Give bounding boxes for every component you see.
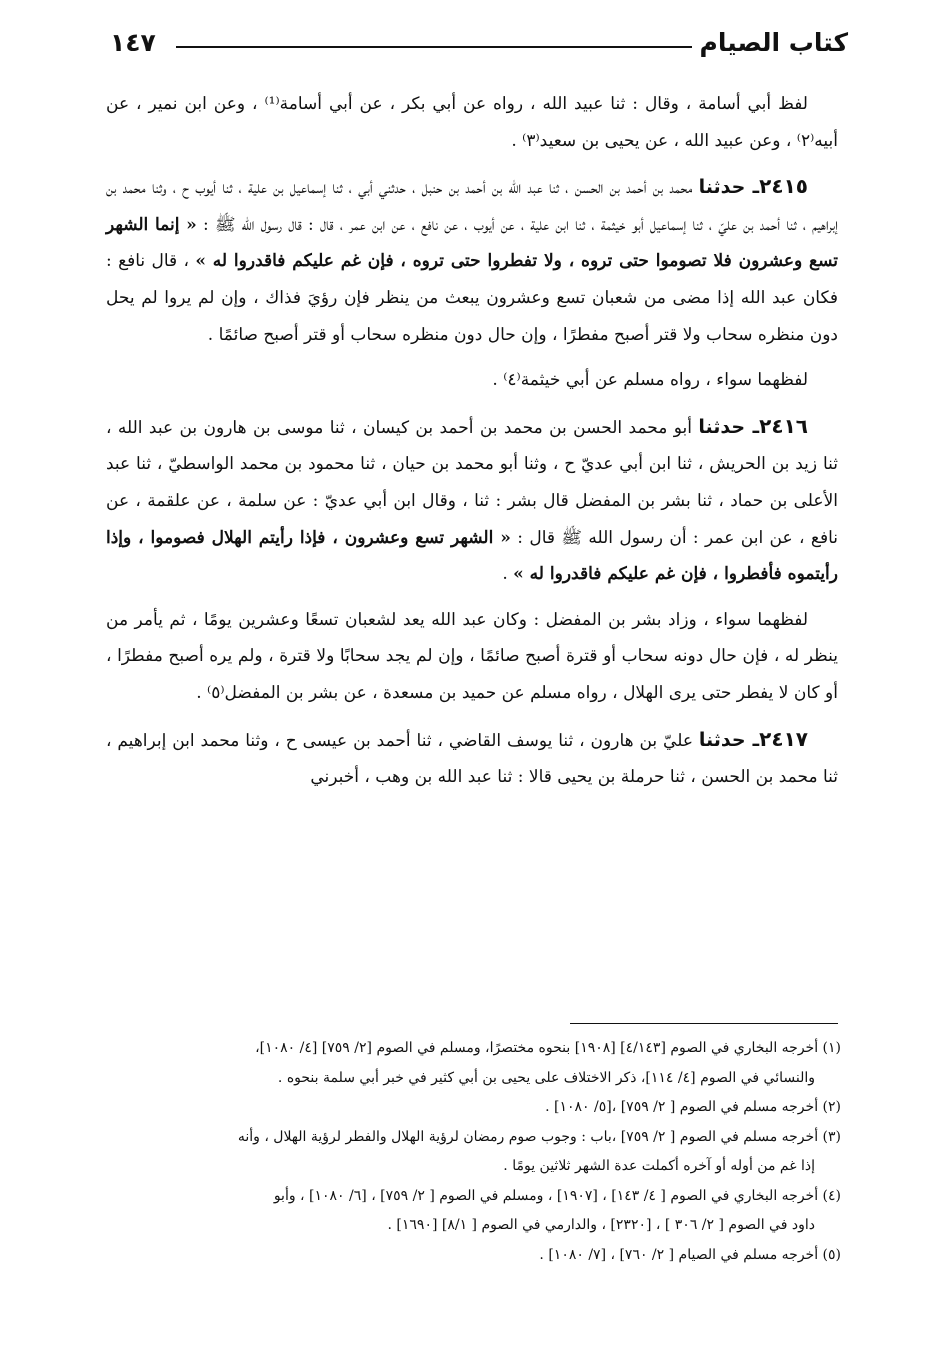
running-header bbox=[108, 26, 848, 70]
footnotes bbox=[106, 1034, 841, 1270]
footnote: (١) أخرجه البخاري في الصوم [٤/١٤٣] [١٩٠٨] بنحوه مختصرًا، ومسلم في الصوم [٢/ ٧٥٩] [٤/ ١٠٨٠]، bbox=[255, 1040, 841, 1056]
hadith-entry bbox=[106, 168, 838, 353]
haddathana-marker: ـ حدثنا bbox=[698, 728, 760, 751]
hadith-entry bbox=[106, 721, 838, 796]
hadith-number: ٢٤١٥ bbox=[759, 174, 808, 199]
commentary-text: . bbox=[502, 564, 508, 585]
isnad-text: أبو محمد الحسن بن محمد بن أحمد بن كيسان ، ثنا موسى بن هارون بن عبد الله ، ثنا زيد بن الحريش ، ثنا ابن أبي عديّ ح ، وثنا أبو محمد بن حيان ، ثنا محمود بن محمد الواسطيّ ، ثنا عبد الأعلى بن حماد ، ثنا بشر بن المفضل قال بشر : ثنا ، وقال ابن أبي عديّ : عن سلمة ، عن علقمة ، عن نافع ، عن ابن عمر : أن رسول الله ﷺ قال : bbox=[106, 417, 838, 548]
isnad-text: عليّ بن هارون ، ثنا يوسف القاضي ، ثنا أحمد بن عيسى ح ، وثنا محمد ابن إبراهيم ، ثنا محمد بن الحسن ، ثنا حرملة بن يحيى قالا : ثنا عبد الله بن وهب ، أخبرني bbox=[106, 730, 838, 788]
footnote-continuation: داود في الصوم [ ٢/ ٣٠٦ ] ، [٢٣٢٠] ، والدارمي في الصوم [ ٨/١] [١٦٩٠] . bbox=[387, 1217, 815, 1233]
page-number: ١٤٧ bbox=[110, 28, 156, 57]
paragraph: لفظهما سواء ، وزاد بشر بن المفضل : وكان عبد الله يعد لشعبان تسعًا وعشرين يومًا ، ثم يأمر من ينظر له ، فإن حال دونه سحاب أو قترة أصبح صائمًا ، وإن لم يجد سحابًا ولا قترة ، ولم يره أصبح مفطرًا ، أو كان لا يفطر حتى يرى الهلال ، رواه مسلم عن حميد بن مسعدة ، عن بشر بن المفضل⁽٥⁾ . bbox=[106, 609, 838, 703]
hadith-matn: « إنما الشهر تسع وعشرون فلا تصوموا حتى تروه ، ولا تفطروا حتى تروه ، فإن غم عليكم فاقدروا له » bbox=[106, 214, 839, 272]
footnote-continuation: إذا غم من أوله أو آخره أكملت عدة الشهر ثلاثين يومًا . bbox=[503, 1158, 815, 1174]
paragraph: لفظ أبي أسامة ، وقال : ثنا عبيد الله ، رواه عن أبي بكر ، عن أبي أسامة⁽¹⁾ ، وعن ابن نمير ، عن أبيه⁽٢⁾ ، وعن عبيد الله ، عن يحيى بن سعيد⁽٣⁾ . bbox=[106, 94, 838, 151]
running-title: كتاب الصيام bbox=[699, 28, 848, 57]
commentary-text: ، قال نافع : فكان عبد الله إذا مضى من شعبان تسع وعشرون يبعث من ينظر فإن رؤيَ فذاك ، وإن لم يروا لم يحل دون منظره سحاب ولا قتر أصبح مفطرًا ، وإن حال دون منظره سحاب أو قتر أصبح صائمًا . bbox=[106, 251, 838, 345]
haddathana-marker: ـ حدثنا bbox=[698, 415, 760, 438]
header-rule bbox=[176, 46, 692, 48]
hadith-number: ٢٤١٦ bbox=[759, 413, 808, 438]
footnote: (٤) أخرجه البخاري في الصوم [ ٤/ ١٤٣] ، [١٩٠٧] ، ومسلم في الصوم [ ٢/ ٧٥٩] ، [٦/ ١٠٨٠] ، وأبو bbox=[273, 1187, 841, 1204]
paragraph: لفظهما سواء ، رواه مسلم عن أبي خيثمة⁽٤⁾ . bbox=[492, 370, 808, 391]
isnad-text: محمد بن أحمد بن الحسن ، ثنا عبد الله بن أحمد بن حنبل ، حدثني أبي ، ثنا إسماعيل بن علية ، ثنا أيوب ح ، وثنا محمد بن إبراهيم ، ثنا أحمد بن عليّ ، ثنا إسماعيل أبو خيثمة ، ثنا ابن علية ، عن أيوب ، عن نافع ، عن ابن عمر ، قال : قال رسول الله ﷺ : bbox=[106, 178, 838, 235]
hadith-entry bbox=[106, 408, 838, 593]
footnote: (٣) أخرجه مسلم في الصوم [ ٢/ ٧٥٩] ،باب : وجوب صوم رمضان لرؤية الهلال والفطر لرؤية الهلال ، وأنه bbox=[237, 1128, 841, 1145]
footnote-separator bbox=[570, 1023, 838, 1024]
main-text bbox=[106, 86, 838, 805]
hadith-matn: « الشهر تسع وعشرون ، فإذا رأيتم الهلال فصوموا ، وإذا رأيتموه فأفطروا ، فإن غم عليكم فاقدروا له » bbox=[106, 527, 838, 585]
haddathana-marker: ـ حدثنا bbox=[698, 176, 760, 199]
footnote-continuation: والنسائي في الصوم [٤/ ١١٤]، ذكر الاختلاف على يحيى بن أبي كثير في خبر أبي سلمة بنحوه . bbox=[277, 1069, 815, 1086]
footnote: (٥) أخرجه مسلم في الصيام [ ٢/ ٧٦٠] ، [٧/ ١٠٨٠] . bbox=[539, 1246, 841, 1263]
hadith-number: ٢٤١٧ bbox=[759, 726, 808, 751]
footnote: (٢) أخرجه مسلم في الصوم [ ٢/ ٧٥٩] ،[٥/ ١٠٨٠] . bbox=[545, 1099, 841, 1115]
